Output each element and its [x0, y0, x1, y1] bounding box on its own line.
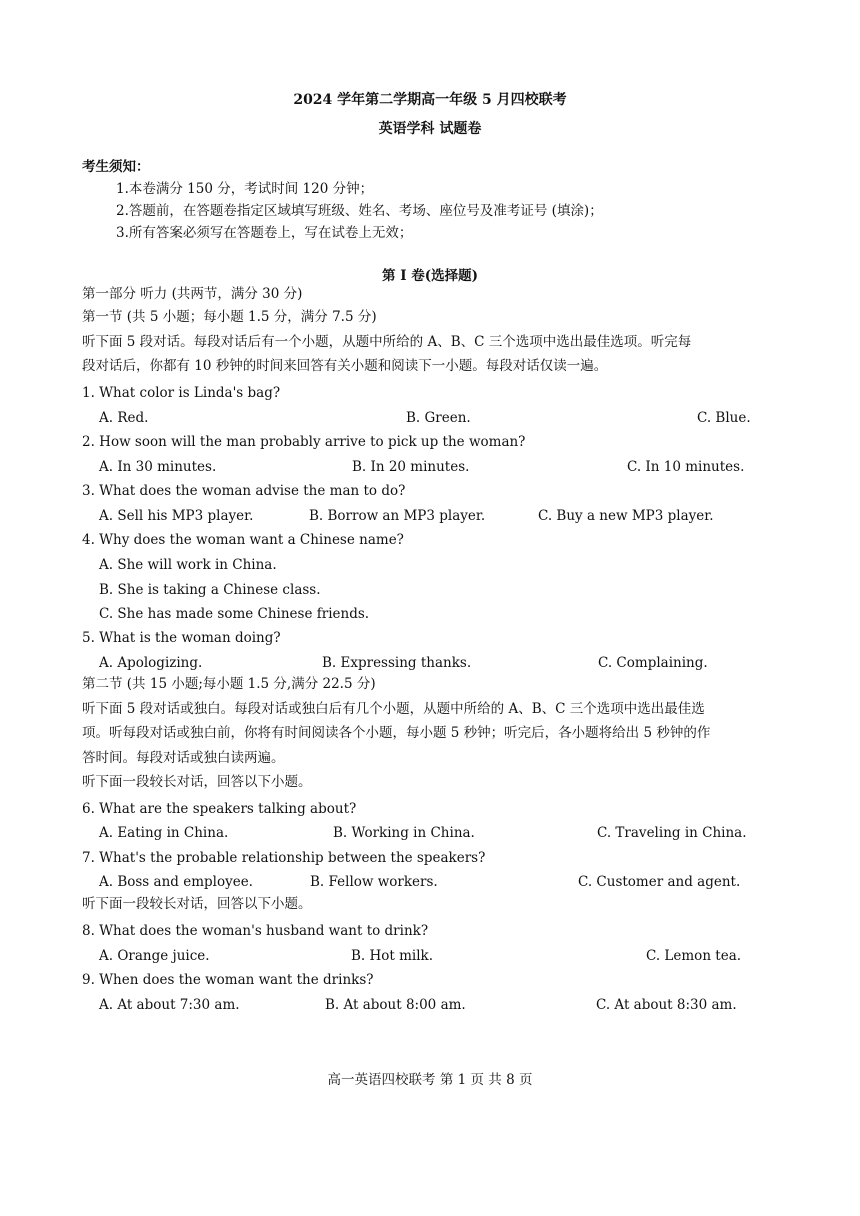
question-4: 4. Why does the woman want a Chinese name?: [82, 532, 404, 548]
option-a: A. Apologizing.: [99, 655, 203, 671]
option-a: A. She will work in China.: [99, 557, 277, 573]
exam-title: 2024 学年第二学期高一年级 5 月四校联考: [293, 92, 567, 108]
option-b: B. Working in China.: [333, 825, 475, 841]
question-1: 1. What color is Linda's bag?: [82, 385, 281, 401]
option-a: A. Red.: [99, 410, 149, 426]
section2-instructions: 答时间。每段对话或独白读两遍。: [82, 750, 285, 766]
volume-title: 第 Ⅰ 卷(选择题): [382, 268, 478, 284]
question-8: 8. What does the woman's husband want to drink?: [82, 923, 429, 939]
notice-item: 2.答题前，在答题卷指定区域填写班级、姓名、考场、座位号及准考证号 (填涂)；: [116, 203, 603, 219]
option-c: C. Traveling in China.: [597, 825, 747, 841]
option-a: A. Sell his MP3 player.: [99, 508, 254, 524]
option-a: A. At about 7:30 am.: [99, 997, 240, 1013]
option-c: C. Buy a new MP3 player.: [538, 508, 714, 524]
option-b: B. Hot milk.: [351, 948, 434, 964]
section2-title: 第二节 (共 15 小题;每小题 1.5 分,满分 22.5 分): [82, 676, 376, 692]
section1-instructions: 听下面 5 段对话。每段对话后有一个小题，从题中所给的 A、B、C 三个选项中选出最佳选项。听完每: [82, 334, 692, 350]
option-c: C. Blue.: [697, 410, 751, 426]
option-b: B. In 20 minutes.: [352, 459, 470, 475]
part1-title: 第一部分 听力 (共两节，满分 30 分): [82, 286, 303, 302]
option-b: B. Green.: [406, 410, 471, 426]
section2-lead: 听下面一段较长对话，回答以下小题。: [82, 774, 312, 790]
notice-item: 1.本卷满分 150 分，考试时间 120 分钟；: [116, 181, 374, 197]
option-a: A. Eating in China.: [99, 825, 229, 841]
page-footer: 高一英语四校联考 第 1 页 共 8 页: [327, 1072, 533, 1088]
option-a: A. In 30 minutes.: [99, 459, 217, 475]
question-6: 6. What are the speakers talking about?: [82, 801, 357, 817]
section2-lead: 听下面一段较长对话，回答以下小题。: [82, 896, 312, 912]
section2-instructions: 听下面 5 段对话或独白。每段对话或独白后有几个小题，从题中所给的 A、B、C 三个选项中选出最佳选: [82, 701, 705, 717]
section1-instructions: 段对话后，你都有 10 秒钟的时间来回答有关小题和阅读下一小题。每段对话仅读一遍。: [82, 358, 608, 374]
option-b: B. Borrow an MP3 player.: [309, 508, 486, 524]
question-2: 2. How soon will the man probably arrive to pick up the woman?: [82, 434, 526, 450]
option-c: C. In 10 minutes.: [627, 459, 745, 475]
option-a: A. Orange juice.: [99, 948, 210, 964]
section2-instructions: 项。听每段对话或独白前，你将有时间阅读各个小题，每小题 5 秒钟；听完后，各小题将给出 5 秒钟的作: [82, 725, 711, 741]
question-9: 9. When does the woman want the drinks?: [82, 972, 374, 988]
exam-subtitle: 英语学科 试题卷: [378, 121, 482, 137]
option-c: C. Customer and agent.: [578, 874, 741, 890]
option-b: B. Expressing thanks.: [322, 655, 472, 671]
question-5: 5. What is the woman doing?: [82, 630, 281, 646]
question-7: 7. What's the probable relationship between the speakers?: [82, 850, 486, 866]
option-c: C. Complaining.: [598, 655, 708, 671]
option-a: A. Boss and employee.: [99, 874, 253, 890]
notice-item: 3.所有答案必须写在答题卷上，写在试卷上无效；: [116, 225, 413, 241]
option-b: B. Fellow workers.: [310, 874, 438, 890]
option-c: C. Lemon tea.: [646, 948, 742, 964]
option-c: C. At about 8:30 am.: [596, 997, 737, 1013]
notice-heading: 考生须知：: [82, 159, 150, 175]
section1-title: 第一节 (共 5 小题；每小题 1.5 分，满分 7.5 分): [82, 309, 377, 325]
option-b: B. She is taking a Chinese class.: [99, 582, 321, 598]
question-3: 3. What does the woman advise the man to do?: [82, 483, 406, 499]
option-b: B. At about 8:00 am.: [325, 997, 466, 1013]
option-c: C. She has made some Chinese friends.: [99, 606, 370, 622]
